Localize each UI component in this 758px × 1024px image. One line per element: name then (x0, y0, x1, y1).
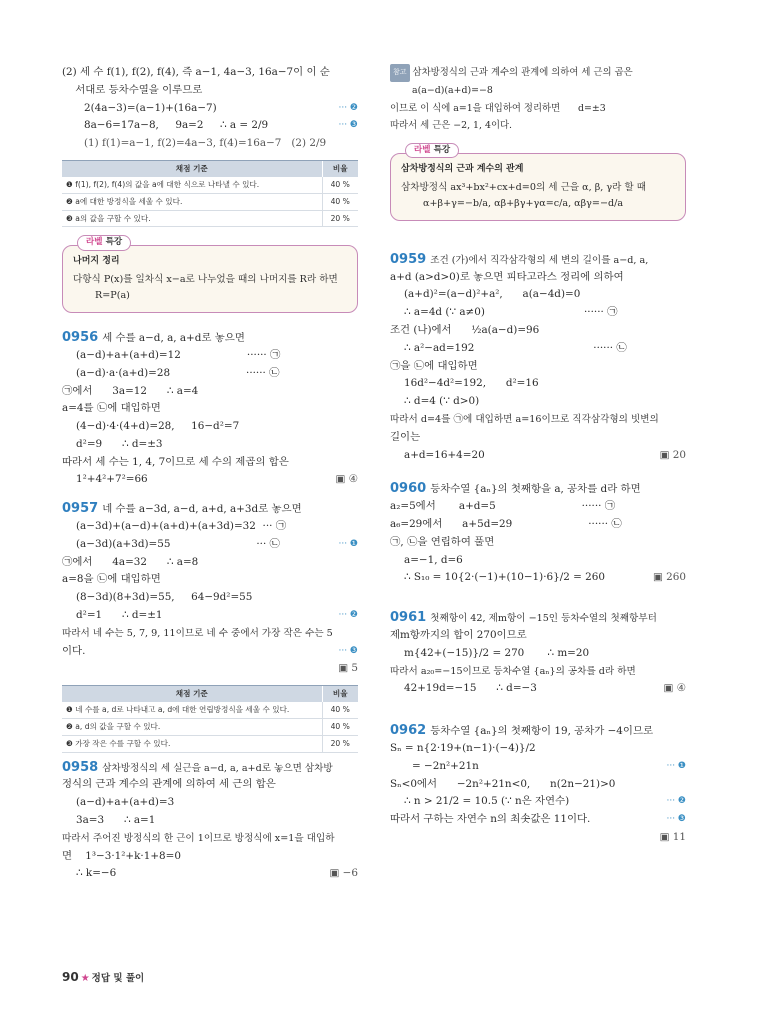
answer-badge: ▣ 11 (659, 830, 686, 843)
problem-number: 0961 (390, 610, 427, 626)
answer-badge: ▣ 20 (659, 448, 686, 461)
text-line (62, 100, 358, 118)
lecture-badge: 라벨 특강 (405, 143, 459, 158)
step-marker: ··· ❸ (666, 814, 686, 825)
step-marker: ··· ❸ (338, 645, 358, 656)
page-number: 90 (62, 970, 79, 984)
step-marker: ··· ❷ (666, 796, 686, 807)
step-marker: ··· ❸ (338, 120, 358, 131)
step-marker: ··· ❶ (666, 760, 686, 771)
table-row: ❷ a, d의 값을 구할 수 있다. 40 % (62, 718, 358, 735)
lecture-box (62, 237, 358, 313)
answer-line: (1) f(1)=a−1, f(2)=4a−3, f(4)=16a−7 (2) 2/9 (84, 137, 327, 150)
problem-number: 0957 (62, 501, 99, 517)
lecture-box (390, 145, 686, 221)
problem-0961: 0961 첫째항이 42, 제m항이 −15인 등차수열의 첫째항부터 제m항까지의 합이 270이므로 m{42+(−15)}/2 = 270 ∴ m=20 따라서 a₂₀=−15이므로 등차수열 {aₙ}의 공차를 d라 하면 42+19d=−15 ∴ d=−3 ▣ ④ (390, 609, 686, 698)
table-row: ❸ a의 값을 구할 수 있다. 20 % (62, 210, 358, 227)
reference-note: 참고 삼차방정식의 근과 계수의 관계에 의하여 세 근의 곱은 a(a−d)(a+d)=−8 이므로 이 식에 a=1을 대입하여 정리하면 d=±3 따라서 세 근은 −2, 1, 4이다. (390, 64, 686, 135)
step-marker: ··· ❷ (338, 610, 358, 621)
problem-number: 0960 (390, 481, 427, 497)
table-header: 비율 (322, 686, 358, 702)
problem-number: 0962 (390, 723, 427, 739)
problem-number: 0956 (62, 330, 99, 346)
text-line: 서대로 등차수열을 이루므로 (62, 83, 203, 96)
equation: 2(4a−3)=(a−1)+(16a−7) (84, 101, 217, 114)
problem-number: 0958 (62, 759, 99, 775)
answer-badge: ▣ 260 (653, 571, 686, 584)
table-header: 채점 기준 (62, 686, 322, 702)
table-header: 비율 (322, 160, 358, 176)
grading-table (62, 685, 358, 752)
problem-number: 0959 (390, 251, 427, 267)
box-text: 삼차방정식 ax³+bx²+cx+d=0의 세 근을 α, β, γ라 할 때 (401, 181, 647, 193)
table-row: ❷ a에 대한 방정식을 세울 수 있다. 40 % (62, 193, 358, 210)
problem-0957: 0957 네 수를 a−3d, a−d, a+d, a+3d로 놓으면 (a−3d)+(a−d)+(a+d)+(a+3d)=32 ··· ㉠ (a−3d)(a+3d)=55 ··· ㉡ ··· ❶ ㉠에서 4a=32 ∴ a=8 a=8을 ㉡에 대입하면 (8−3d)(8+3d)=55, 64−9d²=55 d²=1 ∴ d=±1 ··· ❷ 따라서 네 수는 5, 7, 9, 11이므로 네 수 중에서 가장 작은 수는 5 이다. ··· ❸ ▣ 5 (62, 500, 358, 678)
star-icon: ★ (80, 973, 90, 984)
table-row: ❸ 가장 작은 수를 구할 수 있다. 20 % (62, 735, 358, 752)
table-row: ❶ f(1), f(2), f(4)의 값을 a에 대한 식으로 나타낼 수 있다. 40 % (62, 177, 358, 193)
problem-0959: 0959 조건 (가)에서 직각삼각형의 세 변의 길이를 a−d, a, a+d (a>d>0)로 놓으면 피타고라스 정리에 의하여 (a+d)²=(a−d)²+a², a(a−4d)=0 ∴ a=4d (∵ a≠0) ······ ㉠ 조건 (나)에서 ½a(a−d)=96 ∴ a²−ad=192 ······ ㉡ ㉠을 ㉡에 대입하면 16d²−4d²=192, d²=16 ∴ d=4 (∵ d>0) 따라서 d=4를 ㉠에 대입하면 a=16이므로 직각삼각형의 빗변의 길이는 a+d=16+4=20 ▣ 20 (390, 251, 686, 465)
box-text: 다항식 P(x)를 일차식 x−a로 나누었을 때의 나머지를 R라 하면 (73, 274, 338, 286)
step-marker: ··· ❶ (338, 538, 358, 549)
step-marker: ··· ❷ (338, 102, 358, 113)
text-line: (2) 세 수 f(1), f(2), f(4), 즉 a−1, 4a−3, 16a−7이 이 순 (62, 66, 330, 78)
box-title: 삼차방정식의 근과 계수의 관계 (401, 164, 524, 175)
table-row: ❶ 네 수를 a, d로 나타내고 a, d에 대한 연립방정식을 세울 수 있다. 40 % (62, 702, 358, 718)
page-footer (62, 970, 144, 986)
equation: 8a−6=17a−8, 9a=2 ∴ a = 2/9 (84, 119, 269, 132)
problem-0962: 0962 등차수열 {aₙ}의 첫째항이 19, 공차가 −4이므로 Sₙ = n{2·19+(n−1)·(−4)}/2 = −2n²+21n ··· ❶ Sₙ<0에서 −2n²+21n<0, n(2n−21)>0 ∴ n > 21/2 = 10.5 (∵ n은 자연수) ··· ❷ 따라서 구하는 자연수 n의 최솟값은 11이다. ··· ❸ ▣ 11 (390, 722, 686, 847)
answer-badge: ▣ 5 (338, 662, 358, 675)
problem-0960: 0960 등차수열 {aₙ}의 첫째항을 a, 공차를 d라 하면 a₂=5에서 a+d=5 ······ ㉠ a₆=29에서 a+5d=29 ······ ㉡ ㉠, ㉡을 연립하여 풀면 a=−1, d=6 ∴ S₁₀ = 10{2·(−1)+(10−1)·6}/2 = 260 ▣ 260 (390, 480, 686, 587)
problem-0956: 0956 세 수를 a−d, a, a+d로 놓으면 (a−d)+a+(a+d)=12 ······ ㉠ (a−d)·a·(a+d)=28 ······ ㉡ ㉠에서 3a=12 ∴ a=4 a=4를 ㉡에 대입하면 (4−d)·4·(4+d)=28, 16−d²=7 d²=9 ∴ d=±3 따라서 세 수는 1, 4, 7이므로 세 수의 제곱의 합은 1²+4²+7²=66 ▣ ④ (62, 329, 358, 489)
box-formula: R=P(a) (95, 290, 130, 302)
box-formula: α+β+γ=−b/a, αβ+βγ+γα=c/a, αβγ=−d/a (423, 197, 624, 209)
left-column (62, 64, 358, 883)
answer-badge: ▣ ④ (663, 682, 686, 695)
table-header: 채점 기준 (62, 160, 322, 176)
text-line (62, 117, 358, 135)
box-title: 나머지 정리 (73, 256, 120, 267)
footer-label: 정답 및 풀이 (91, 973, 145, 984)
lecture-badge: 라벨 특강 (77, 235, 131, 250)
right-column (390, 64, 686, 847)
problem-0958: 0958 삼차방정식의 세 실근을 a−d, a, a+d로 놓으면 삼차방 정식의 근과 계수의 관계에 의하여 세 근의 합은 (a−d)+a+(a+d)=3 3a=3 ∴ a=1 따라서 주어진 방정식의 한 근이 1이므로 방정식에 x=1을 대입하 면 1³−3·1²+k·1+8=0 ∴ k=−6 ▣ −6 (62, 759, 358, 884)
note-tag: 참고 (390, 64, 410, 82)
answer-badge: ▣ −6 (329, 867, 358, 880)
answer-badge: ▣ ④ (335, 473, 358, 486)
grading-table (62, 160, 358, 227)
